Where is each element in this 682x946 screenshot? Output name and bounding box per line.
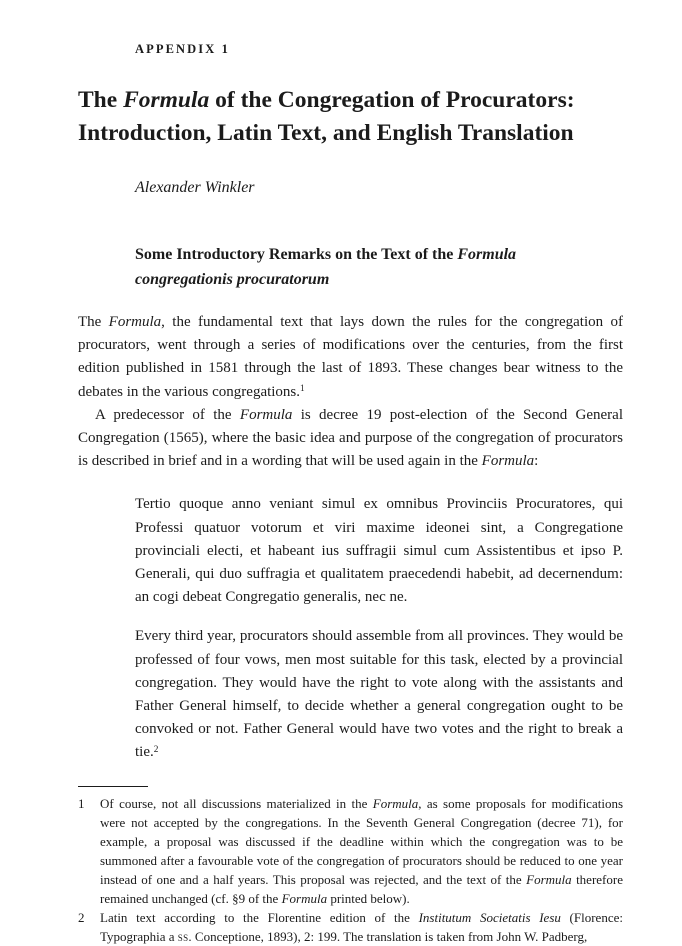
title-line-2: Introduction, Latin Text, and English Translation — [78, 120, 574, 146]
footnote-ref: 1 — [300, 384, 305, 395]
footnote-number: 2 — [78, 909, 85, 925]
intro-paragraph: The Formula, the fundamental text that lays down the rules for the congregation of procurators, went through a series of modifications over the centuries, from the first edition published in 1581 through the last of 1893. These changes bear witness to the debates in the various congregations.$^1$ — [78, 314, 623, 400]
footnote-text: Latin text according to the Florentine edition of the Institutum Societatis Iesu (Florence: Typographia a ss. Conceptione, 1893), 2: 199. The translation is taken from John W. Padberg, — [100, 909, 623, 944]
footnote-ref: 2 — [153, 745, 159, 755]
page-title — [78, 84, 623, 150]
footnote-text: Of course, not all discussions materialized in the Formula, as some proposals for modifications were not accepted by the congregations. In the Seventh General Congregation (decree 71), for example, a proposal was discussed if the deadline within which the congregation was to be summoned after a favourable vote of the congregation of procurators should be reduced to one year instead of one and a half years. This proposal was rejected, and the text of the Formula therefore remained unchanged (cf. §9 of the Formula printed below). — [100, 795, 624, 906]
section-heading-line-2: congregationis procuratorum — [135, 271, 330, 288]
footnote-rule — [78, 786, 148, 787]
footnote-number: 1 — [78, 795, 85, 811]
appendix-kicker: APPENDIX 1 — [135, 42, 230, 56]
latin-quote: Tertio quoque anno veniant simul ex omnibus Provinciis Procuratores, qui Professi quatuor votorum et viri maxime ideonei sint, a Congregatione provinciali electi, et habeant ius suffragii simul cum Assistentibus et ipso P. Generali, qui duo suffragia et qualitatem praecedendi habebit, ad decernendum: an cogi debeat Congregatio generalis, nec ne. — [135, 496, 623, 606]
section-heading — [135, 242, 623, 292]
footnote-1 — [78, 794, 623, 908]
english-translation-quote: Every third year, procurators should assemble from all provinces. They would be professed of four vows, men most suitable for this task, elected by a provincial congregation. They would have the right to vote along with the assistants and Father General himself, to decide whether a general congregation ought to be convoked or not. Father General would have two votes and the right to break a tie.$^2$ — [135, 628, 623, 761]
footnote-2 — [78, 908, 623, 946]
title-line-1: The Formula of the Congregation of Procurators: — [78, 87, 575, 113]
footnotes-section — [78, 786, 623, 946]
predecessor-paragraph: A predecessor of the Formula is decree 19 post-election of the Second General Congregation (1565), where the basic idea and purpose of the congregation of procurators is described in brief and in a wording that will be used again in the Formula: — [78, 406, 624, 470]
author-name: Alexander Winkler — [135, 179, 255, 196]
section-heading-line-1: Some Introductory Remarks on the Text of the Formula — [135, 246, 517, 263]
